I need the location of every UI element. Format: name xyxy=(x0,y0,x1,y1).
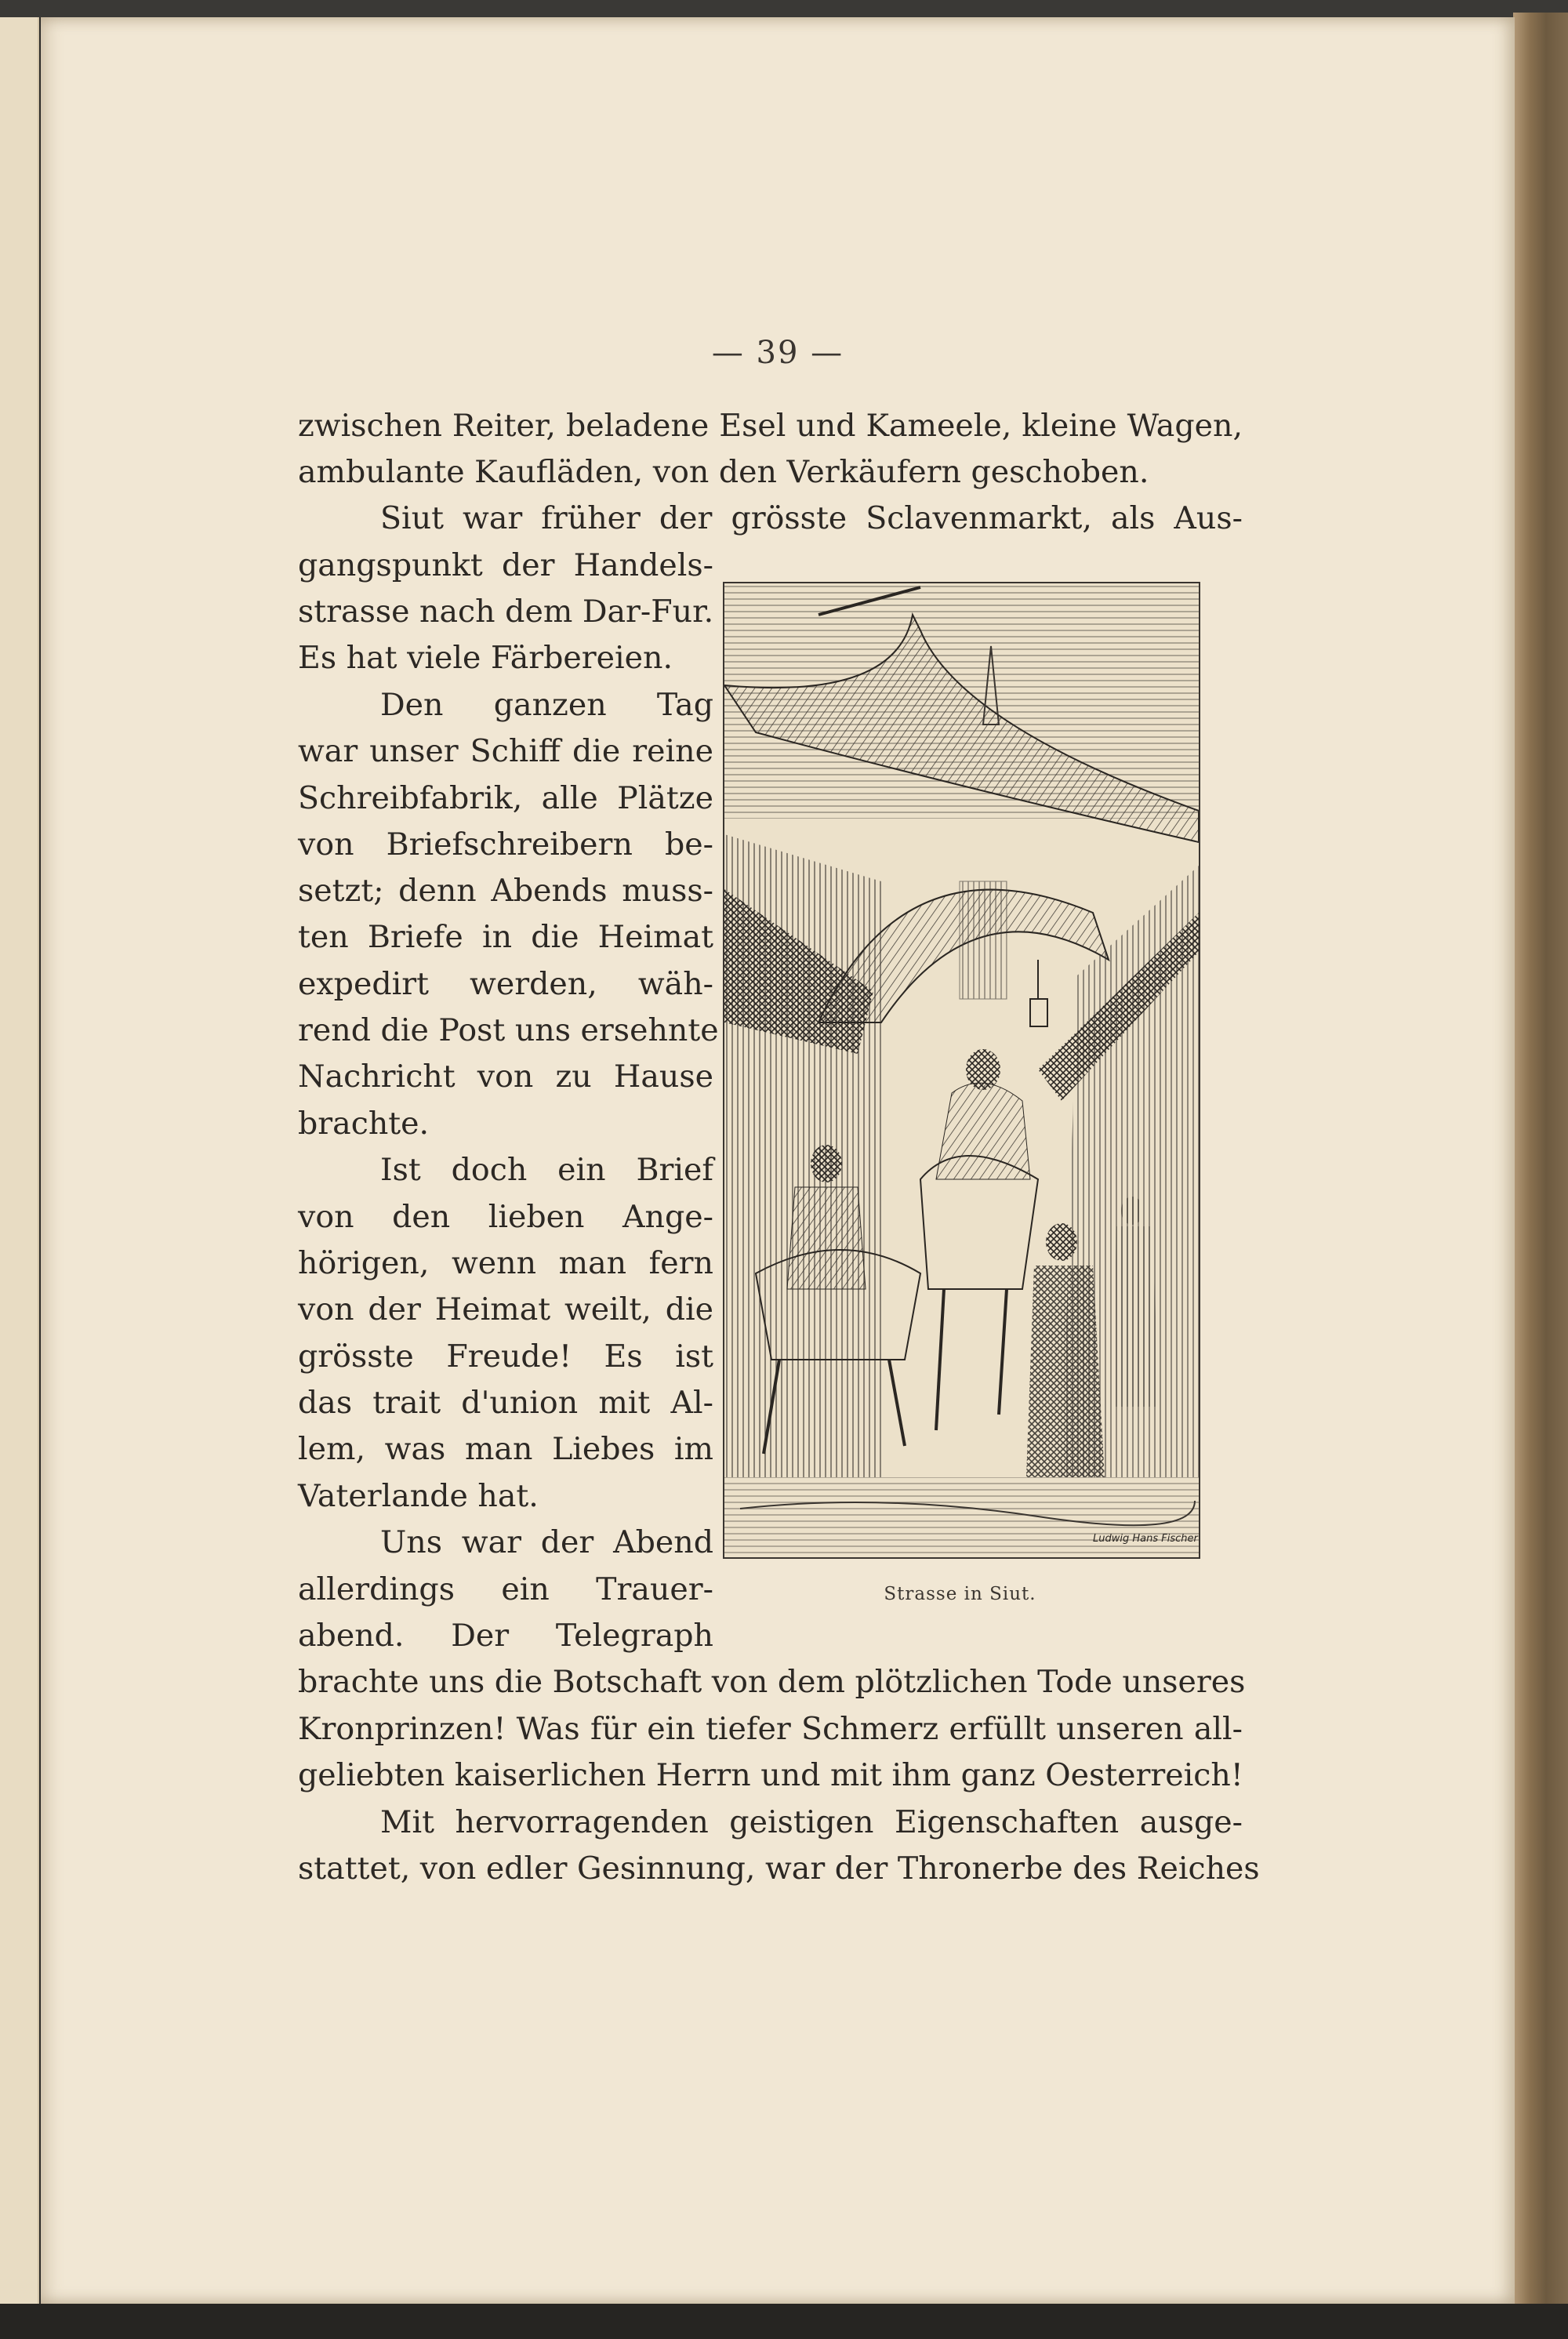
text-line: stattet, von edler Gesinnung, war der Thronerbe des Reiches xyxy=(298,1850,1260,1887)
text-line: grösste Freude! Es ist xyxy=(298,1338,713,1375)
engraving-drawing xyxy=(724,583,1199,1557)
text-line: hörigen, wenn man fern xyxy=(298,1245,713,1281)
page-number: — 39 — xyxy=(711,335,844,371)
book-page xyxy=(41,17,1515,2304)
text-line: Es hat viele Färbereien. xyxy=(298,640,673,676)
text-line: Den ganzen Tag xyxy=(380,687,713,723)
text-line: Mit hervorragenden geistigen Eigenschaften ausge- xyxy=(380,1804,1243,1840)
text-line: das trait d'union mit Al- xyxy=(298,1385,713,1421)
text-line: gangspunkt der Handels- xyxy=(298,547,713,583)
text-line: lem, was man Liebes im xyxy=(298,1431,713,1467)
text-line: ambulante Kaufläden, von den Verkäufern geschoben. xyxy=(298,454,1149,490)
text-line: ten Briefe in die Heimat xyxy=(298,919,713,955)
text-line: strasse nach dem Dar-Fur. xyxy=(298,594,714,630)
text-line: Siut war früher der grösste Sclavenmarkt, als Aus- xyxy=(380,500,1243,536)
text-line: Nachricht von zu Hause xyxy=(298,1059,713,1095)
text-line: Ist doch ein Brief xyxy=(380,1152,713,1188)
text-line: abend. Der Telegraph xyxy=(298,1618,713,1654)
scan-bottom-edge xyxy=(0,2304,1568,2339)
street-illustration xyxy=(723,582,1200,1559)
artist-signature: Ludwig Hans Fischer xyxy=(1093,1533,1198,1545)
text-line: geliebten kaiserlichen Herrn und mit ihm ganz Oesterreich! xyxy=(298,1757,1243,1793)
text-line: war unser Schiff die reine xyxy=(298,733,713,769)
book-cover-edge xyxy=(1513,13,1568,2304)
text-line: brachte. xyxy=(298,1106,430,1142)
previous-page-edge xyxy=(0,17,39,2304)
text-line: allerdings ein Trauer- xyxy=(298,1571,713,1607)
text-line: Uns war der Abend xyxy=(380,1524,713,1560)
text-line: zwischen Reiter, beladene Esel und Kameele, kleine Wagen, xyxy=(298,408,1243,444)
text-line: setzt; denn Abends muss- xyxy=(298,873,713,909)
illustration-caption: Strasse in Siut. xyxy=(884,1584,1036,1604)
text-line: rend die Post uns ersehnte xyxy=(298,1012,719,1048)
text-line: expedirt werden, wäh- xyxy=(298,966,713,1002)
text-line: Vaterlande hat. xyxy=(298,1478,539,1514)
text-line: von Briefschreibern be- xyxy=(298,826,713,863)
text-line: Schreibfabrik, alle Plätze xyxy=(298,780,713,816)
text-line: von der Heimat weilt, die xyxy=(298,1291,713,1327)
text-line: brachte uns die Botschaft von dem plötzlichen Tode unseres xyxy=(298,1664,1246,1700)
text-line: von den lieben Ange- xyxy=(298,1199,713,1235)
text-line: Kronprinzen! Was für ein tiefer Schmerz erfüllt unseren all- xyxy=(298,1711,1243,1747)
scan-top-edge xyxy=(0,0,1568,17)
